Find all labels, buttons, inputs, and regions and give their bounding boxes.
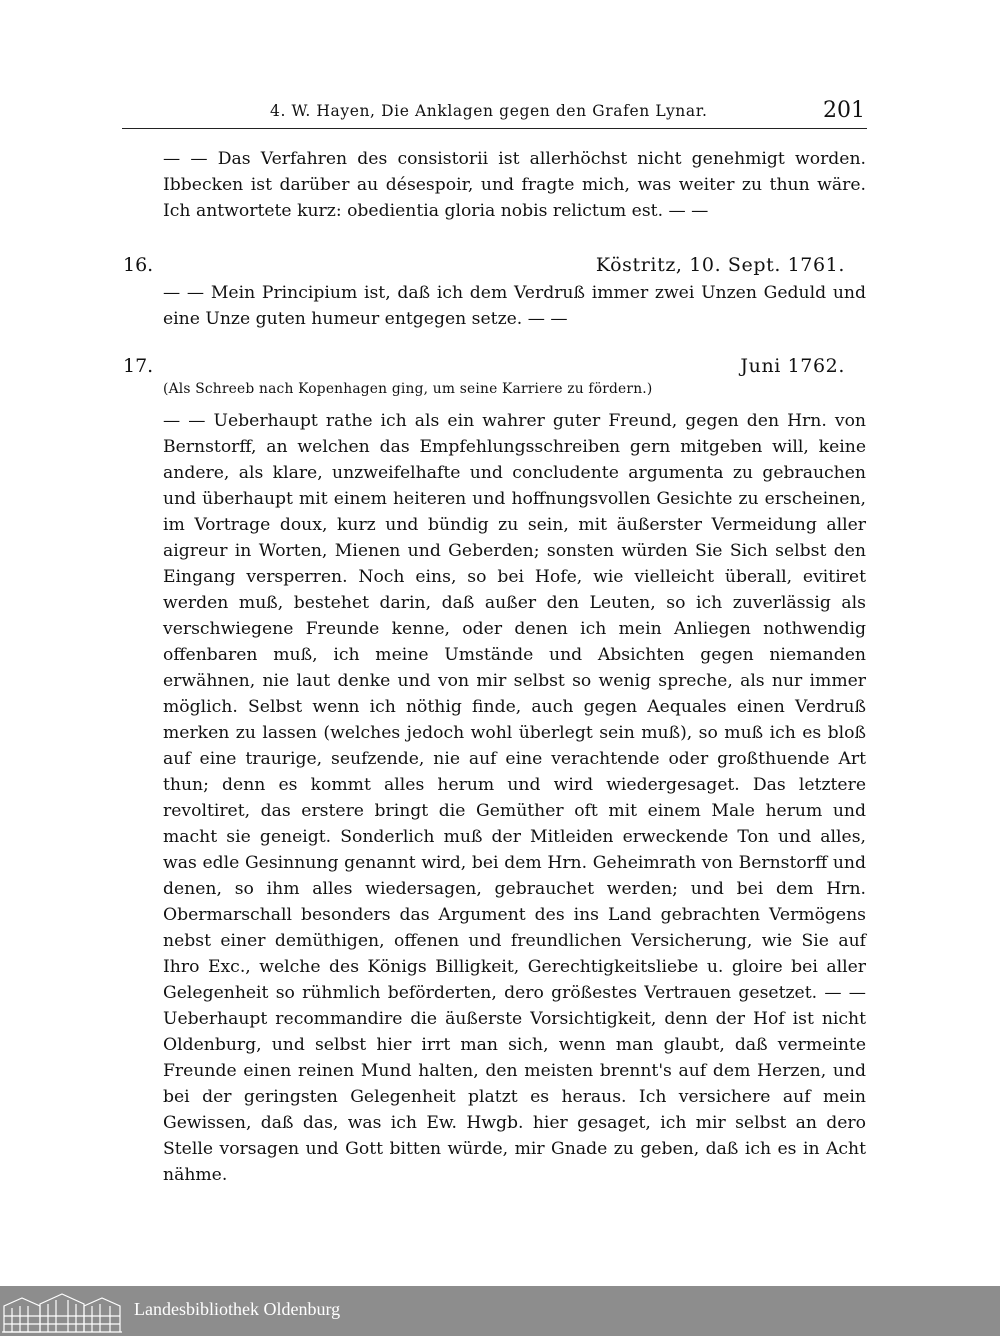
intro-paragraph: — — Das Verfahren des consistorii ist allerhöchst nicht genehmigt worden. Ibbecken ist darüber au désespoir, und fragte mich, was weiter zu thun wäre. Ich antwortete kurz: obedientia gloria nobis relictum est. — — xyxy=(163,149,866,221)
footer-bar xyxy=(0,1286,1000,1336)
letter-17-number: 17. xyxy=(123,355,154,377)
running-header xyxy=(122,98,867,129)
letter-16-number: 16. xyxy=(123,254,154,276)
library-building-icon xyxy=(0,1286,124,1336)
library-name: Landesbibliothek Oldenburg xyxy=(134,1299,341,1319)
letter-17-text: — — Ueberhaupt rathe ich als ein wahrer guter Freund, gegen den Hrn. von Bernstorff, an welchen das Empfehlungsschreiben gern mitgeben will, keine andere, als klare, unzweifelhafte und concludente argumenta zu gebrauchen und überhaupt mit einem heiteren und hoffnungsvollen Gesichte zu erscheinen, im Vortrage doux, kurz und bündig zu sein, mit äußerster Vermeidung aller aigreur in Worten, Mienen und Geberden; sonsten würden Sie Sich selbst den Eingang versperren. Noch eins, so bei Hofe, wie vielleicht überall, evitiret werden muß, bestehet darin, daß außer den Leuten, so ich zuverlässig als verschwiegene Freunde kenne, oder denen ich mein Anliegen nothwendig offenbaren muß, ich meine Umstände und Absichten gegen niemanden erwähnen, nie laut denke und von mir selbst so wenig spreche, als nur immer möglich. Selbst wenn ich nöthig finde, auch gegen Aequales einen Verdruß merken zu lassen (welches jedoch wohl überlegt sein muß), so muß ich es bloß auf eine traurige, seufzende, nie auf eine verachtende oder großthuende Art thun; denn es kommt alles herum und wird wiedergesaget. Das letztere revoltiret, das erstere bringt die Gemüther oft mit einem Male herum und macht sie geneigt. Sonderlich muß der Mitleiden erweckende Ton und alles, was edle Gesinnung genannt wird, bei dem Hrn. Geheimrath von Bernstorff und denen, so ihm alles wiedersagen, gebrauchet werden; und bei dem Hrn. Obermarschall besonders das Argument des ins Land gebrachten Vermögens nebst einer demüthigen, offenen und freundlichen Versicherung, wie Sie auf Ihro Exc., welche des Königs Billigkeit, Gerechtigkeitsliebe u. gloire bei aller Gelegenheit so rühmlich beförderten, dero größestes Vertrauen gesetzet. — — Ueberhaupt recommandire die äußerste Vorsichtigkeit, denn der Hof ist nicht Oldenburg, und selbst hier irrt man sich, wenn man glaubt, daß vermeinte Freunde einen reinen Mund halten, den meisten brennt's auf dem Herzen, und bei der geringsten Gelegenheit platzt es heraus. Ich versichere auf mein Gewissen, daß das, was ich Ew. Hwgb. hier gesaget, ich mir selbst an dero Stelle vorsagen und Gott bitten würde, mir Gnade zu geben, daß ich es in Acht nähme. xyxy=(163,411,866,1185)
letter-16-text: — — Mein Principium ist, daß ich dem Verdruß immer zwei Unzen Geduld und eine Unze guten humeur entgegen setze. — — xyxy=(163,283,866,329)
page-number: 201 xyxy=(823,98,865,123)
header-title: 4. W. Hayen, Die Anklagen gegen den Grafen Lynar. xyxy=(270,102,708,120)
letter-16-place-date: Köstritz, 10. Sept. 1761. xyxy=(595,254,845,276)
letter-17-note: (Als Schreeb nach Kopenhagen ging, um seine Karriere zu fördern.) xyxy=(163,381,653,397)
letter-17-place-date: Juni 1762. xyxy=(740,355,845,377)
